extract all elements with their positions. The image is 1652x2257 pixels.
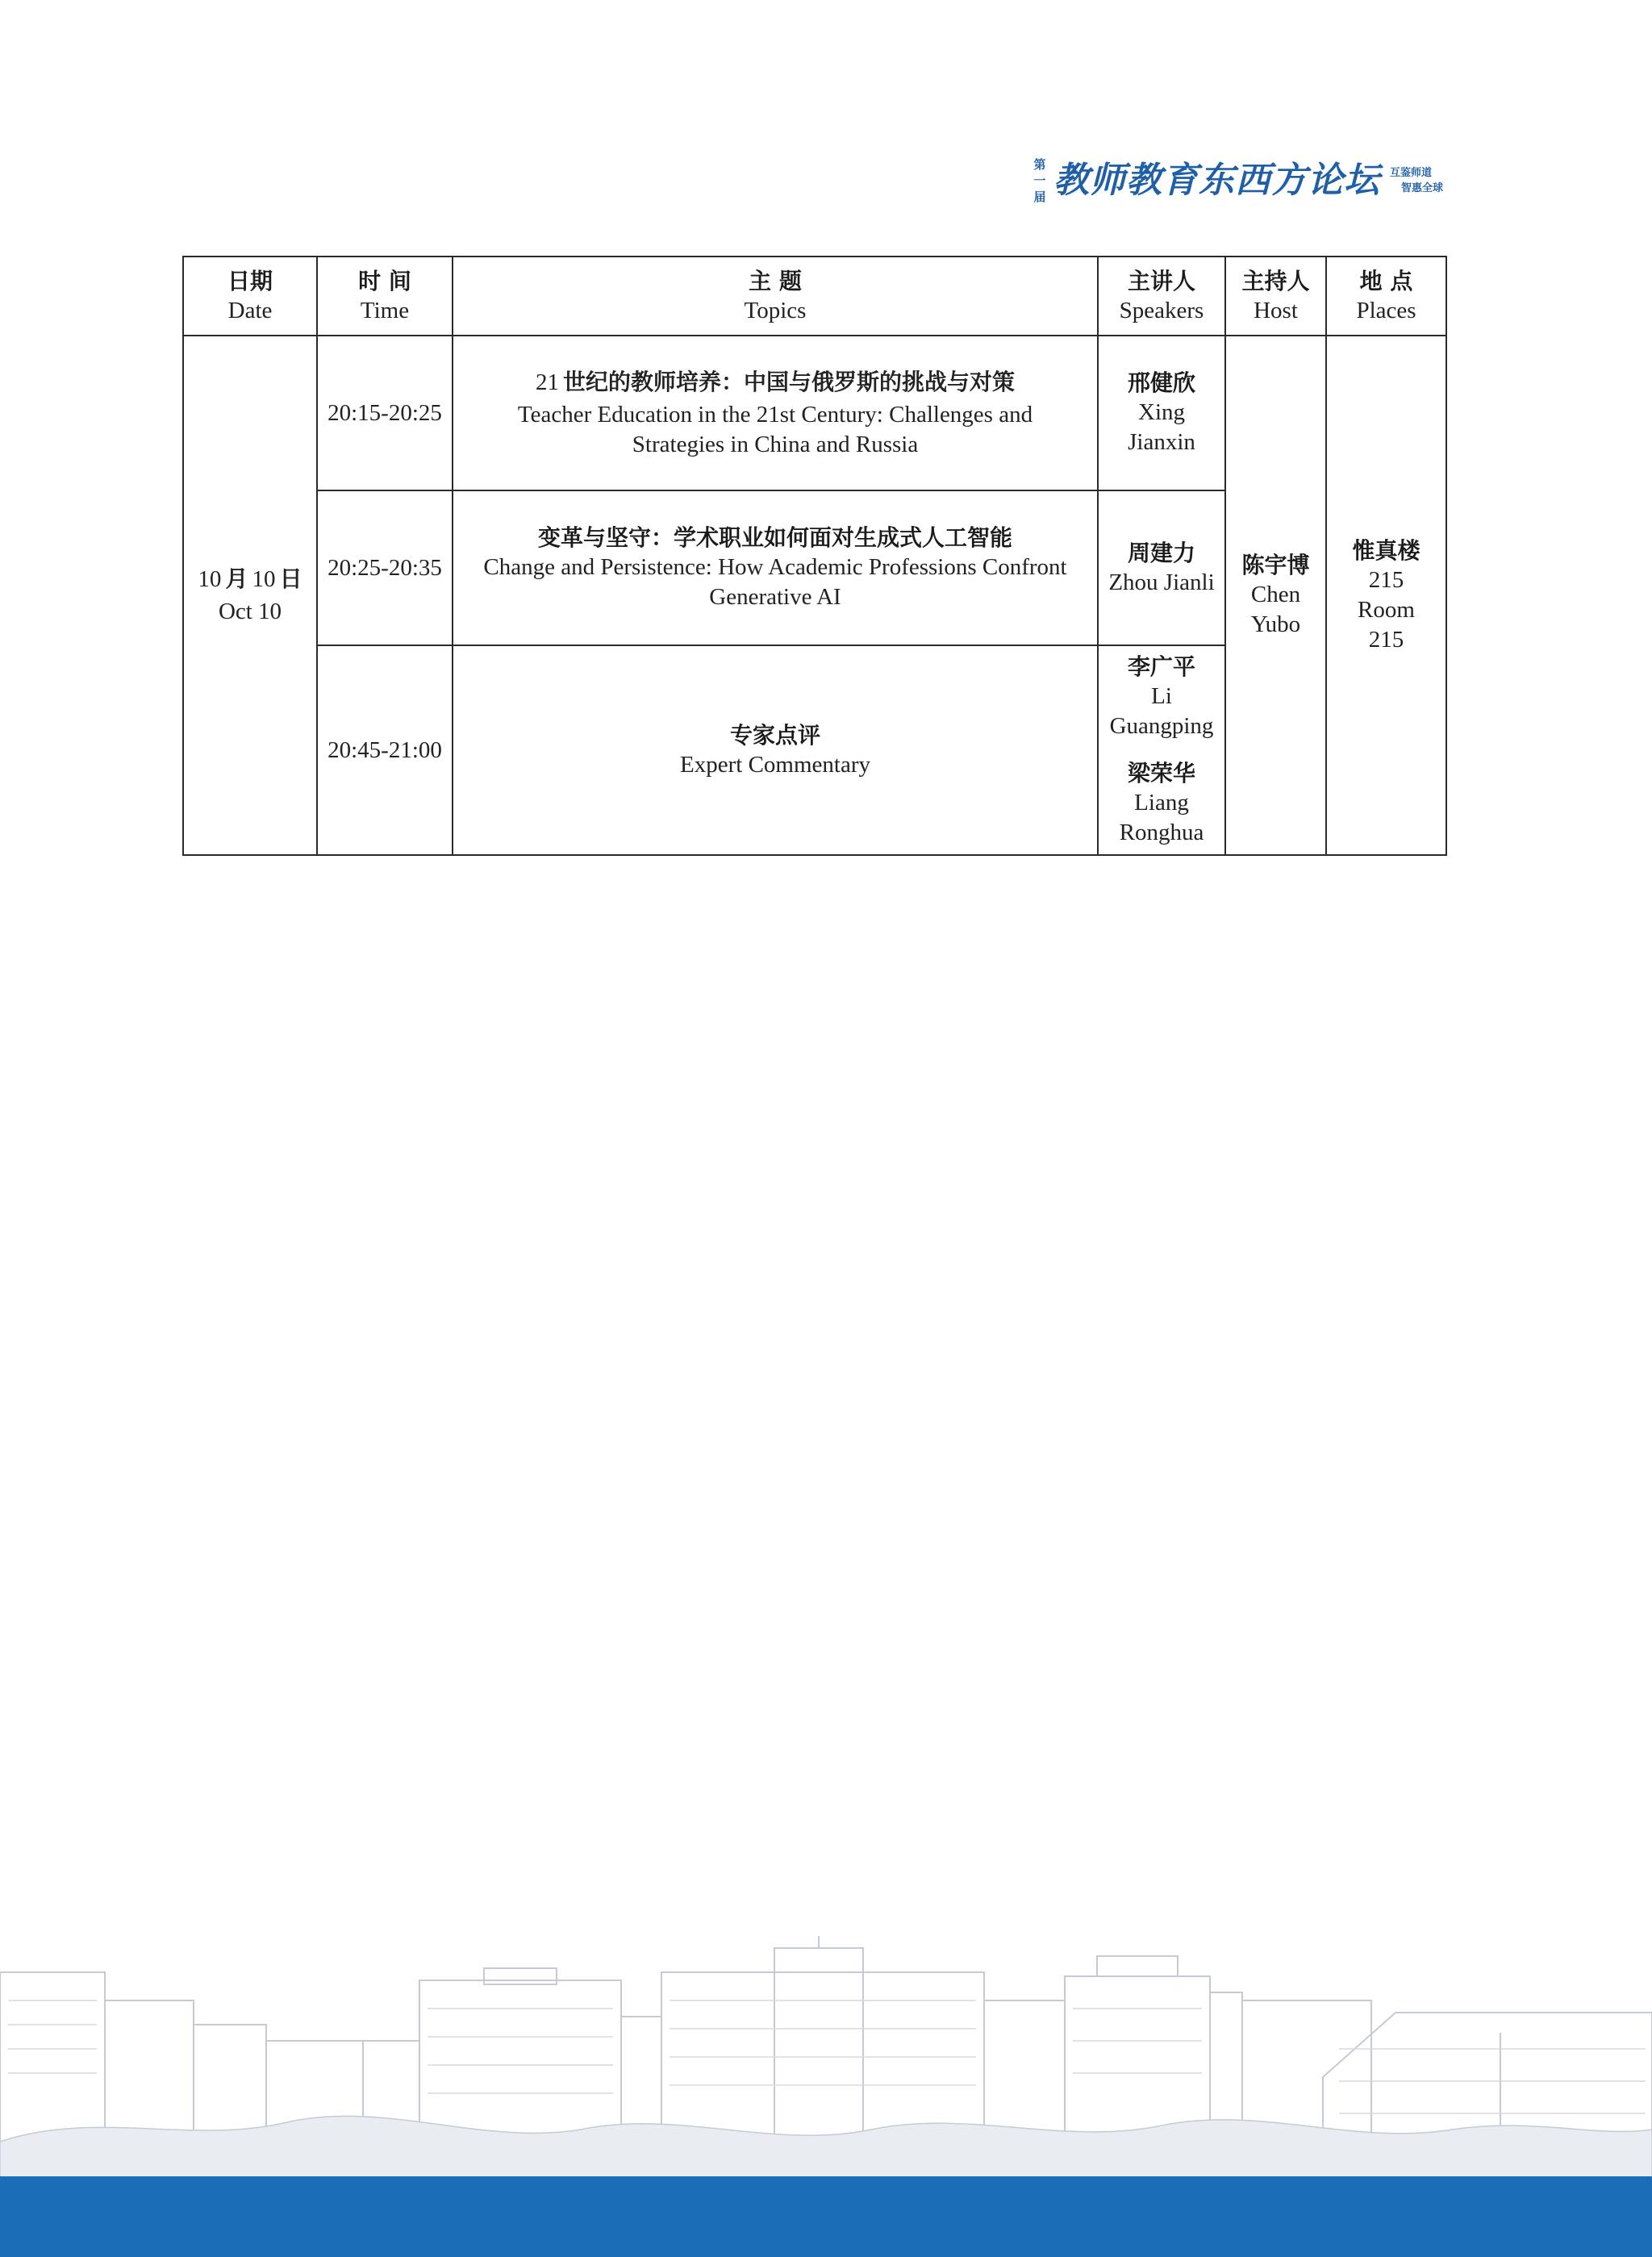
header-topics xyxy=(453,257,1098,336)
topic-cn: 专家点评 xyxy=(729,721,820,749)
header-speakers-en: Speakers xyxy=(1119,297,1204,323)
topic-cell xyxy=(453,490,1098,645)
host-en-line2: Yubo xyxy=(1250,611,1301,637)
header-places-cn: 地 点 xyxy=(1359,267,1413,294)
table-header-row xyxy=(183,257,1446,336)
forum-logo xyxy=(1031,155,1450,207)
time-value: 20:25-20:35 xyxy=(327,554,442,581)
header-places xyxy=(1326,257,1446,336)
table-row xyxy=(183,336,1446,490)
header-date xyxy=(183,257,317,336)
topic-cn-line xyxy=(458,367,1092,400)
place-line2: Room xyxy=(1358,596,1415,623)
topic-cell xyxy=(453,336,1098,490)
speaker-cn: 周建力 xyxy=(1127,539,1195,566)
header-places-en: Places xyxy=(1356,297,1416,323)
speaker-cell xyxy=(1098,336,1225,490)
logo-edition-mid: 一 xyxy=(1033,173,1046,188)
header-time xyxy=(317,257,453,336)
logo-slogan-line2: 智惠全球 xyxy=(1401,182,1444,194)
topic-cn: 世纪的教师培养：中国与俄罗斯的挑战与对策 xyxy=(563,368,1016,395)
speaker-cn: 邢健欣 xyxy=(1127,369,1195,396)
topic-en-line1: Teacher Education in the 21st Century: Challenges and xyxy=(517,401,1033,428)
header-time-en: Time xyxy=(360,297,410,323)
topic-en-line2: Generative AI xyxy=(709,584,841,610)
header-date-cn: 日期 xyxy=(227,267,273,294)
topic-en-line1: Expert Commentary xyxy=(680,751,870,778)
header-topics-en: Topics xyxy=(744,297,807,323)
place-cn: 惟真楼 xyxy=(1352,536,1420,564)
date-cn xyxy=(189,564,311,597)
logo-title: 教师教育东西方论坛 xyxy=(1053,160,1380,201)
speaker-en-line1: Liang xyxy=(1134,790,1189,816)
speaker-en-line2: Ronghua xyxy=(1119,820,1204,845)
logo-slogan-line1: 互鉴师道 xyxy=(1390,167,1433,179)
header-time-cn: 时 间 xyxy=(358,267,411,294)
logo-slogan xyxy=(1390,165,1443,196)
time-cell xyxy=(317,490,453,645)
logo-edition-top: 第 xyxy=(1033,157,1046,172)
header-host xyxy=(1225,257,1326,336)
speaker-cell xyxy=(1098,645,1225,855)
host-cn: 陈宇博 xyxy=(1241,552,1310,578)
speaker-en-line2: Jianxin xyxy=(1128,429,1195,455)
topic-en-line1: Change and Persistence: How Academic Professions Confront xyxy=(483,554,1067,580)
header-host-cn: 主持人 xyxy=(1241,267,1310,294)
place-line1: 215 xyxy=(1368,566,1404,593)
host-en-line1: Chen xyxy=(1250,582,1301,607)
header-topics-cn: 主 题 xyxy=(749,267,802,294)
topic-number: 21 xyxy=(535,369,559,395)
speaker-spacer xyxy=(1103,741,1220,759)
speaker-en-line1: Li xyxy=(1151,683,1172,709)
place-line3: 215 xyxy=(1368,626,1404,653)
header-speakers xyxy=(1098,257,1225,336)
topic-en-line2: Strategies in China and Russia xyxy=(632,431,919,457)
speaker-cn: 李广平 xyxy=(1127,653,1195,680)
date-day-char: 日 xyxy=(279,565,302,592)
campus-skyline-illustration xyxy=(0,1936,1652,2178)
speaker-cell xyxy=(1098,490,1225,645)
header-date-en: Date xyxy=(227,297,273,323)
header-speakers-cn: 主讲人 xyxy=(1127,267,1195,294)
date-en: Oct 10 xyxy=(218,599,282,624)
time-cell xyxy=(317,645,453,855)
topic-cn: 变革与坚守：学术职业如何面对生成式人工智能 xyxy=(537,524,1012,551)
place-cell xyxy=(1326,336,1446,855)
speaker-en-line1: Zhou Jianli xyxy=(1108,569,1215,595)
date-cell xyxy=(183,336,317,855)
date-day-num: 10 xyxy=(252,566,276,592)
date-month-num: 10 xyxy=(198,566,222,592)
logo-edition xyxy=(1031,156,1049,205)
time-value: 20:15-20:25 xyxy=(327,399,442,426)
schedule-table xyxy=(182,256,1447,856)
time-cell xyxy=(317,336,453,490)
time-value: 20:45-21:00 xyxy=(327,736,442,763)
speaker-cn: 梁荣华 xyxy=(1127,760,1195,786)
topic-cell xyxy=(453,645,1098,855)
speaker-en-line2: Guangping xyxy=(1109,713,1214,739)
footer-bar xyxy=(0,2176,1652,2257)
host-cell xyxy=(1225,336,1326,855)
date-month-char: 月 xyxy=(225,565,248,592)
logo-edition-bottom: 届 xyxy=(1033,190,1046,204)
header-host-en: Host xyxy=(1254,297,1298,323)
speaker-en-line1: Xing xyxy=(1138,399,1185,425)
